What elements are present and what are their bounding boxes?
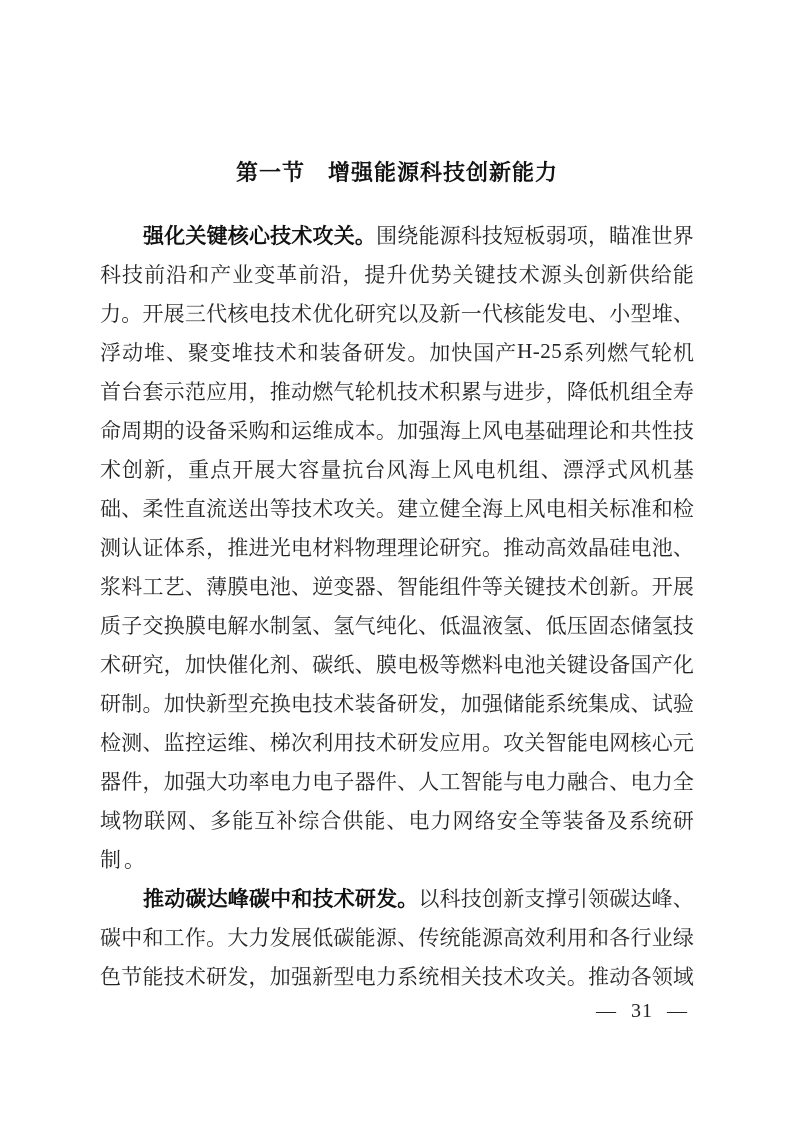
page-content [100, 156, 694, 995]
body-text [100, 215, 694, 995]
text-line: 础 、 柔 性 直 流 送 出 等 技 术 攻 关 。 建 立 健 全 海 上 风 电 相 关 标 准 和 检 [100, 496, 694, 521]
text-line: 术 研 究 ， 加 快 催 化 剂 、 碳 纸 、 膜 电 极 等 燃 料 电 池 关 键 设 备 国 产 化 [100, 652, 694, 677]
text-line: 色 节 能 技 术 研 发 ， 加 强 新 型 电 力 系 统 相 关 技 术 攻 关 。 推 动 各 领 域 [100, 964, 694, 989]
text-line: 质 子 交 换 膜 电 解 水 制 氢 、 氢 气 纯 化 、 低 温 液 氢 、 低 压 固 态 储 氢 技 [100, 613, 694, 638]
text-line: 科 技 前 沿 和 产 业 变 革 前 沿 ， 提 升 优 势 关 键 技 术 源 头 创 新 供 给 能 [100, 262, 694, 287]
text-line: 检 测 、 监 控 运 维 、 梯 次 利 用 技 术 研 发 应 用 。 攻 关 智 能 电 网 核 心 元 [100, 730, 694, 755]
text-line: 术 创 新 ， 重 点 开 展 大 容 量 抗 台 风 海 上 风 电 机 组 、 漂 浮 式 风 机 基 [100, 457, 694, 482]
text-line: 命 周 期 的 设 备 采 购 和 运 维 成 本 。 加 强 海 上 风 电 基 础 理 论 和 共 性 技 [100, 418, 694, 443]
text-line: 力 。 开 展 三 代 核 电 技 术 优 化 研 究 以 及 新 一 代 核 能 发 电 、 小 型 堆 、 [100, 301, 694, 326]
text-line: 浮 动 堆 、 聚 变 堆 技 术 和 装 备 研 发 。 加 快 国 产 H-25 系 列 燃 气 轮 机 [100, 339, 694, 365]
text-line: 浆 料 工 艺 、 薄 膜 电 池 、 逆 变 器 、 智 能 组 件 等 关 键 技 术 创 新 。 开 展 [100, 574, 694, 599]
page-number: — 31 — [596, 1000, 688, 1022]
section-title: 第一节 增强能源科技创新能力 [235, 160, 558, 185]
text-line: 研 制 。 加 快 新 型 充 换 电 技 术 装 备 研 发 ， 加 强 储 能 系 统 集 成 、 试 验 [100, 691, 694, 716]
text-line: 制 。 [100, 847, 145, 872]
text-line: 强 化 关 键 核 心 技 术 攻 关 。 围 绕 能 源 科 技 短 板 弱 项 ， 瞄 准 世 界 [143, 223, 694, 248]
paragraph-carbon-peak-neutrality [100, 878, 694, 995]
text-line: 测 认 证 体 系 ， 推 进 光 电 材 料 物 理 理 论 研 究 。 推 动 高 效 晶 硅 电 池 、 [100, 535, 694, 560]
paragraph-key-core-tech [100, 215, 694, 878]
text-line: 器 件 ， 加 强 大 功 率 电 力 电 子 器 件 、 人 工 智 能 与 电 力 融 合 、 电 力 全 [100, 769, 694, 794]
text-line: 碳 中 和 工 作 。 大 力 发 展 低 碳 能 源 、 传 统 能 源 高 效 利 用 和 各 行 业 绿 [100, 925, 694, 950]
text-line: 首 台 套 示 范 应 用 ， 推 动 燃 气 轮 机 技 术 积 累 与 进 步 ， 降 低 机 组 全 寿 [100, 379, 694, 404]
text-line: 域 物 联 网 、 多 能 互 补 综 合 供 能 、 电 力 网 络 安 全 等 装 备 及 系 统 研 [100, 808, 694, 833]
text-line: 推 动 碳 达 峰 碳 中 和 技 术 研 发 。 以 科 技 创 新 支 撑 引 领 碳 达 峰 、 [143, 886, 694, 911]
